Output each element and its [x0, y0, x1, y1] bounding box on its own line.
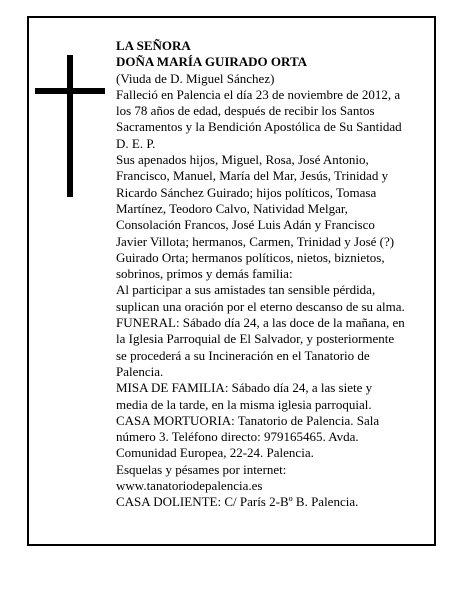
- honorific-title: LA SEÑORA: [116, 38, 191, 53]
- cross-icon: [35, 55, 95, 197]
- family-line-1: Sus apenados hijos, Miguel, Rosa, José Antonio,: [116, 152, 369, 168]
- cross-horizontal-bar: [35, 88, 105, 94]
- family-mass-line-1: MISA DE FAMILIA: Sábado día 24, a las siete y: [116, 380, 373, 396]
- obituary-text: [116, 38, 420, 511]
- family-line-2: Francisco, Manuel, María del Mar, Jesús, Trinidad y: [116, 168, 389, 184]
- family-line-5: Consolación Francos, José Luis Adán y Francisco: [116, 217, 375, 233]
- family-line-8: sobrinos, primos y demás familia:: [116, 266, 293, 282]
- death-details-line-1: Falleció en Palencia el día 23 de noviembre de 2012, a: [116, 86, 401, 102]
- family-line-3: Ricardo Sánchez Guirado; hijos políticos, Tomasa: [116, 184, 377, 200]
- funeral-line-1: FUNERAL: Sábado día 24, a las doce de la mañana, en: [116, 315, 405, 331]
- mortuary-line-3: Comunidad Europea, 22-24. Palencia.: [116, 445, 314, 461]
- mortuary-line-2: número 3. Teléfono directo: 979165465. Avda.: [116, 429, 359, 445]
- funeral-line-3: se procederá a su Incineración en el Tanatorio de: [116, 347, 370, 363]
- widow-of-line: (Viuda de D. Miguel Sánchez): [116, 70, 275, 86]
- internet-line: Esquelas y pésames por internet:: [116, 461, 287, 477]
- rip-line: D. E. P.: [116, 135, 156, 151]
- family-line-4: Martínez, Teodoro Calvo, Natividad Melgar,: [116, 200, 348, 216]
- family-line-7: Guirado Orta; hermanos políticos, nietos, biznietos,: [116, 249, 385, 265]
- family-line-6: Javier Villota; hermanos, Carmen, Trinidad y José (?): [116, 233, 395, 249]
- mourning-house-line: CASA DOLIENTE: C/ París 2-Bº B. Palencia.: [116, 494, 359, 510]
- prayer-line-2: suplican una oración por el eterno descanso de su alma.: [116, 298, 405, 314]
- cross-vertical-bar: [67, 55, 73, 197]
- mortuary-line-1: CASA MORTUORIA: Tanatorio de Palencia. Sala: [116, 412, 380, 428]
- website-url: www.tanatoriodepalencia.es: [116, 478, 263, 494]
- prayer-line-1: Al participar a sus amistades tan sensible pérdida,: [116, 282, 376, 298]
- family-mass-line-2: media de la tarde, en la misma iglesia parroquial.: [116, 396, 372, 412]
- death-details-line-2: los 78 años de edad, después de recibir los Santos: [116, 103, 375, 119]
- funeral-line-4: Palencia.: [116, 363, 164, 379]
- death-details-line-3: Sacramentos y la Bendición Apostólica de Su Santidad: [116, 119, 402, 135]
- deceased-name: DOÑA MARÍA GUIRADO ORTA: [116, 54, 308, 70]
- funeral-line-2: la Iglesia Parroquial de El Salvador, y posteriormente: [116, 331, 395, 347]
